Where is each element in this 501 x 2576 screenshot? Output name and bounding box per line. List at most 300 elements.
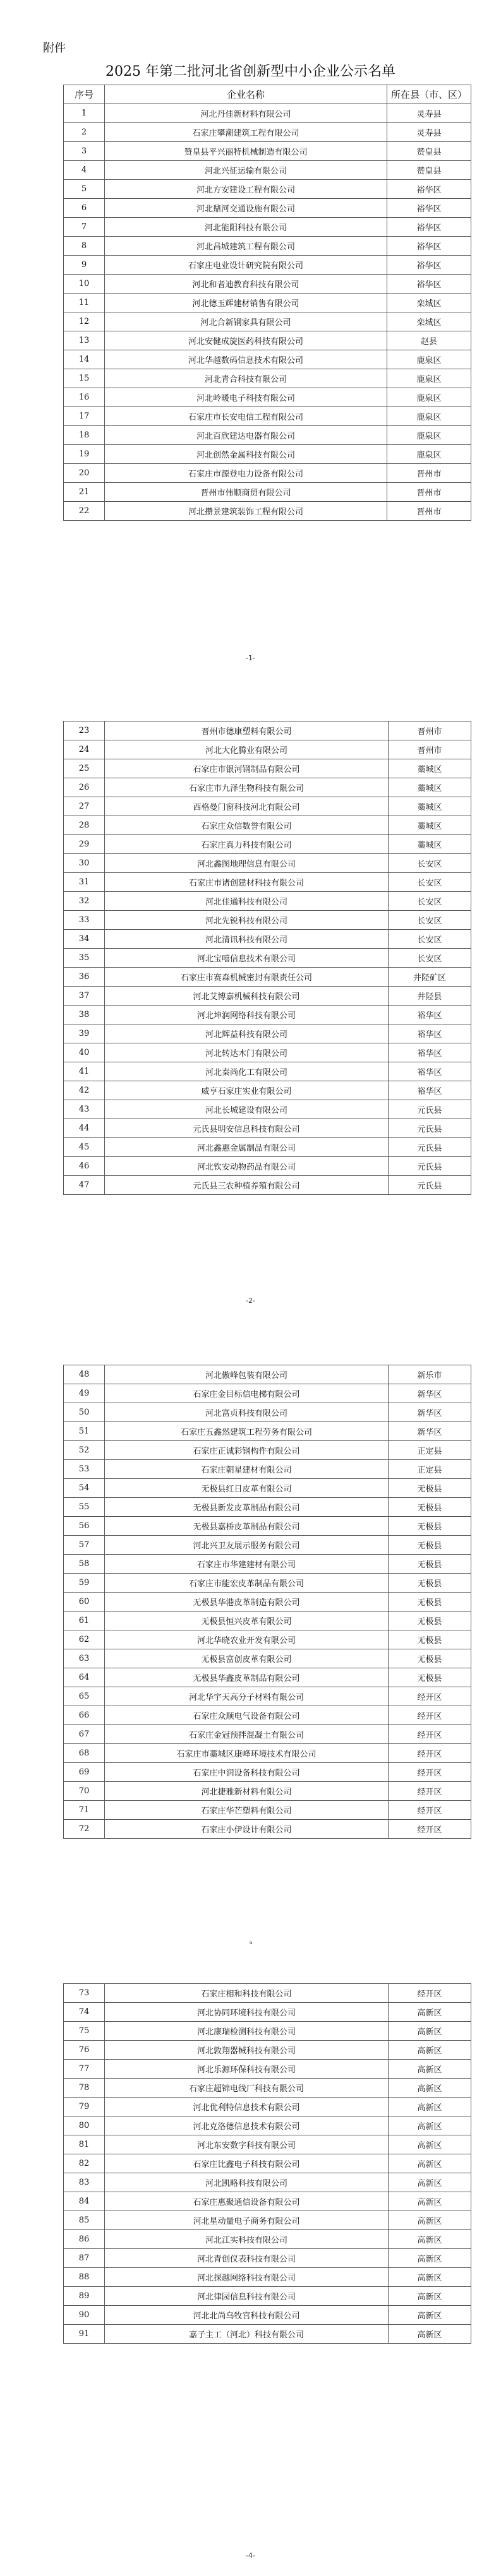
row-index: 4 [64, 161, 105, 180]
county-name: 裕华区 [389, 1024, 471, 1043]
company-name: 石家庄正诚彩钢构件有限公司 [105, 1441, 389, 1460]
row-index: 3 [64, 142, 105, 161]
company-name: 河北探越网络科技有限公司 [105, 2268, 389, 2287]
table-row [64, 142, 471, 161]
table-row [64, 1611, 471, 1630]
row-index: 54 [64, 1479, 105, 1498]
company-name: 河北能阳科技有限公司 [105, 218, 387, 237]
table-row [64, 721, 471, 740]
table-row [64, 778, 471, 797]
county-name: 新华区 [389, 1384, 471, 1403]
county-name: 鹿泉区 [387, 369, 471, 388]
table-header-row [64, 85, 471, 104]
header-county: 所在县（市、区） [387, 85, 471, 104]
table-row [64, 1176, 471, 1195]
row-index: 49 [64, 1384, 105, 1403]
table-row [64, 2154, 471, 2173]
company-name: 嘉子主工（河北）科技有限公司 [105, 2325, 389, 2344]
row-index: 22 [64, 502, 105, 521]
company-name: 石家庄华芒塑料有限公司 [105, 1801, 389, 1820]
company-name: 河北康瑞检测科技有限公司 [105, 2022, 389, 2041]
county-name: 经开区 [389, 1687, 471, 1706]
county-name: 高新区 [389, 2268, 471, 2287]
table-row [64, 331, 471, 350]
row-index: 45 [64, 1138, 105, 1157]
company-name: 河北克洛德信息技术有限公司 [105, 2116, 389, 2135]
county-name: 晋州市 [389, 721, 471, 740]
row-index: 72 [64, 1820, 105, 1839]
table-row [64, 1498, 471, 1517]
company-name: 河北兴卫友展示服务有限公司 [105, 1536, 389, 1555]
county-name: 高新区 [389, 2041, 471, 2060]
county-name: 高新区 [389, 2192, 471, 2211]
company-name: 石家庄相和科技有限公司 [105, 1984, 389, 2003]
county-name: 裕华区 [387, 218, 471, 237]
row-index: 61 [64, 1611, 105, 1630]
county-name: 高新区 [389, 2249, 471, 2268]
row-index: 13 [64, 331, 105, 350]
row-index: 83 [64, 2173, 105, 2192]
table-row [64, 1574, 471, 1593]
row-index: 34 [64, 930, 105, 949]
table-row [64, 1744, 471, 1763]
company-name: 河北百欣建达电器有限公司 [105, 426, 387, 445]
county-name: 鹿泉区 [387, 388, 471, 407]
table-row [64, 1006, 471, 1024]
document-title: 2025 年第二批河北省创新型中小企业公示名单 [106, 64, 395, 80]
company-name: 河北鼎河交通设施有限公司 [105, 199, 387, 218]
company-name: 石家庄市长安电信工程有限公司 [105, 407, 387, 426]
page-number: -4- [246, 2551, 255, 2560]
table-row [64, 1157, 471, 1176]
county-name: 井陉县 [389, 987, 471, 1006]
county-name: 裕华区 [389, 1006, 471, 1024]
table-row [64, 426, 471, 445]
county-name: 无极县 [389, 1555, 471, 1574]
row-index: 87 [64, 2249, 105, 2268]
company-name: 河北坤润网络科技有限公司 [105, 1006, 389, 1024]
table-row [64, 1536, 471, 1555]
company-name: 河北兴征运输有限公司 [105, 161, 387, 180]
county-name: 鹿泉区 [387, 426, 471, 445]
county-name: 高新区 [389, 2287, 471, 2306]
company-name: 石家庄金目标信电梯有限公司 [105, 1384, 389, 1403]
row-index: 63 [64, 1649, 105, 1668]
county-name: 元氏县 [389, 1100, 471, 1119]
row-index: 2 [64, 123, 105, 142]
row-index: 67 [64, 1725, 105, 1744]
row-index: 21 [64, 483, 105, 502]
company-name: 石家庄市赛森机械密封有限责任公司 [105, 968, 389, 987]
county-name: 裕华区 [389, 1043, 471, 1062]
row-index: 37 [64, 987, 105, 1006]
row-index: 18 [64, 426, 105, 445]
row-index: 64 [64, 1668, 105, 1687]
county-name: 新华区 [389, 1422, 471, 1441]
company-name: 河北华晓农业开发有限公司 [105, 1630, 389, 1649]
row-index: 26 [64, 778, 105, 797]
table-row [64, 388, 471, 407]
row-index: 85 [64, 2211, 105, 2230]
table-row [64, 312, 471, 331]
county-name: 无极县 [389, 1479, 471, 1498]
company-name: 河北青创仪表科技有限公司 [105, 2249, 389, 2268]
company-name: 河北秦尚化工有限公司 [105, 1062, 389, 1081]
company-name: 石家庄市华建建材有限公司 [105, 1555, 389, 1574]
company-name: 石家庄超锦电线厂科技有限公司 [105, 2079, 389, 2098]
county-name: 长安区 [389, 911, 471, 930]
company-name: 无极县红日皮革有限公司 [105, 1479, 389, 1498]
table-row [64, 1365, 471, 1384]
company-name: 河北攒景建筑装饰工程有限公司 [105, 502, 387, 521]
row-index: 5 [64, 180, 105, 199]
county-name: 高新区 [389, 2079, 471, 2098]
county-name: 正定县 [389, 1460, 471, 1479]
table-row [64, 1820, 471, 1839]
row-index: 39 [64, 1024, 105, 1043]
table-row [64, 1403, 471, 1422]
table-row [64, 104, 471, 123]
table-row [64, 1460, 471, 1479]
row-index: 1 [64, 104, 105, 123]
row-index: 44 [64, 1119, 105, 1138]
table-row [64, 740, 471, 759]
table-row [64, 369, 471, 388]
table-row [64, 2060, 471, 2079]
company-name: 元氏县明安信息科技有限公司 [105, 1119, 389, 1138]
table-row [64, 483, 471, 502]
company-name: 河北协同环境科技有限公司 [105, 2003, 389, 2022]
county-name: 灵寿县 [387, 104, 471, 123]
row-index: 36 [64, 968, 105, 987]
row-index: 16 [64, 388, 105, 407]
company-table-page-1 [63, 85, 471, 521]
table-row [64, 1119, 471, 1138]
county-name: 经开区 [389, 1782, 471, 1801]
table-row [64, 1649, 471, 1668]
county-name: 经开区 [389, 1801, 471, 1820]
row-index: 58 [64, 1555, 105, 1574]
company-name: 元氏县三农种植养殖有限公司 [105, 1176, 389, 1195]
row-index: 48 [64, 1365, 105, 1384]
company-name: 石家庄市九泽生物科技有限公司 [105, 778, 389, 797]
row-index: 91 [64, 2325, 105, 2344]
county-name: 元氏县 [389, 1119, 471, 1138]
row-index: 62 [64, 1630, 105, 1649]
row-index: 60 [64, 1593, 105, 1611]
row-index: 41 [64, 1062, 105, 1081]
table-row [64, 199, 471, 218]
table-row [64, 445, 471, 464]
table-row [64, 1100, 471, 1119]
county-name: 长安区 [389, 949, 471, 968]
company-name: 石家庄电业设计研究院有限公司 [105, 256, 387, 275]
row-index: 42 [64, 1081, 105, 1100]
company-name: 河北乐源环保科技有限公司 [105, 2060, 389, 2079]
county-name: 高新区 [389, 2154, 471, 2173]
company-name: 赞皇县平兴丽特机械制造有限公司 [105, 142, 387, 161]
page-number: -1- [246, 654, 255, 662]
table-row [64, 1024, 471, 1043]
county-name: 晋州市 [389, 740, 471, 759]
table-row [64, 2079, 471, 2098]
company-name: 河北大化腾业有限公司 [105, 740, 389, 759]
company-name: 河北华越数码信息技术有限公司 [105, 350, 387, 369]
row-index: 69 [64, 1763, 105, 1782]
county-name: 裕华区 [387, 256, 471, 275]
table-row [64, 1725, 471, 1744]
table-row [64, 218, 471, 237]
county-name: 赞皇县 [387, 142, 471, 161]
row-index: 25 [64, 759, 105, 778]
table-row [64, 350, 471, 369]
company-name: 石家庄朝星建材有限公司 [105, 1460, 389, 1479]
table-row [64, 1081, 471, 1100]
company-name: 无极县嘉桥皮革制品有限公司 [105, 1517, 389, 1536]
company-name: 石家庄市藁城区康峰环境技术有限公司 [105, 1744, 389, 1763]
county-name: 藁城区 [389, 759, 471, 778]
county-name: 藁城区 [389, 778, 471, 797]
row-index: 14 [64, 350, 105, 369]
table-row [64, 275, 471, 294]
table-row [64, 502, 471, 521]
row-index: 8 [64, 237, 105, 256]
company-name: 晋州市伟顺商贸有限公司 [105, 483, 387, 502]
row-index: 51 [64, 1422, 105, 1441]
page-number: -2- [246, 1297, 255, 1305]
table-row [64, 180, 471, 199]
company-name: 石家庄真力科技有限公司 [105, 835, 389, 854]
company-name: 石家庄市银河钢制品有限公司 [105, 759, 389, 778]
county-name: 鹿泉区 [387, 445, 471, 464]
county-name: 长安区 [389, 854, 471, 873]
county-name: 高新区 [389, 2211, 471, 2230]
row-index: 80 [64, 2116, 105, 2135]
table-row [64, 835, 471, 854]
row-index: 74 [64, 2003, 105, 2022]
table-row [64, 1138, 471, 1157]
county-name: 无极县 [389, 1593, 471, 1611]
county-name: 高新区 [389, 2230, 471, 2249]
company-name: 石家庄惠聚通信设备有限公司 [105, 2192, 389, 2211]
row-index: 59 [64, 1574, 105, 1593]
table-row [64, 256, 471, 275]
row-index: 86 [64, 2230, 105, 2249]
company-name: 河北艾博嘉机械科技有限公司 [105, 987, 389, 1006]
table-row [64, 1668, 471, 1687]
row-index: 71 [64, 1801, 105, 1820]
company-name: 河北傲峰包装有限公司 [105, 1365, 389, 1384]
row-index: 78 [64, 2079, 105, 2098]
county-name: 高新区 [389, 2003, 471, 2022]
company-name: 河北凯略科技有限公司 [105, 2173, 389, 2192]
table-row [64, 2098, 471, 2116]
company-name: 石家庄比鑫电子科技有限公司 [105, 2154, 389, 2173]
row-index: 70 [64, 1782, 105, 1801]
company-table-page-3 [63, 1365, 471, 1839]
company-name: 河北和者迪教育科技有限公司 [105, 275, 387, 294]
county-name: 裕华区 [389, 1062, 471, 1081]
company-name: 河北富贞科技有限公司 [105, 1403, 389, 1422]
row-index: 46 [64, 1157, 105, 1176]
county-name: 高新区 [389, 2135, 471, 2154]
page-2 [0, 682, 501, 1326]
table-row [64, 1984, 471, 2003]
page-4 [0, 1944, 501, 2576]
row-index: 52 [64, 1441, 105, 1460]
table-row [64, 407, 471, 426]
table-row [64, 2041, 471, 2060]
county-name: 裕华区 [389, 1081, 471, 1100]
county-name: 藁城区 [389, 835, 471, 854]
company-name: 河北优利特信息技术有限公司 [105, 2098, 389, 2116]
row-index: 73 [64, 1984, 105, 2003]
table-row [64, 1441, 471, 1460]
row-index: 55 [64, 1498, 105, 1517]
row-index: 15 [64, 369, 105, 388]
row-index: 56 [64, 1517, 105, 1536]
table-row [64, 1630, 471, 1649]
county-name: 晋州市 [387, 502, 471, 521]
county-name: 元氏县 [389, 1138, 471, 1157]
county-name: 高新区 [389, 2325, 471, 2344]
county-name: 经开区 [389, 1744, 471, 1763]
table-row [64, 2230, 471, 2249]
table-row [64, 2022, 471, 2041]
company-name: 河北方安建设工程有限公司 [105, 180, 387, 199]
row-index: 31 [64, 873, 105, 892]
table-row [64, 949, 471, 968]
company-name: 无极县恒兴皮革有限公司 [105, 1611, 389, 1630]
company-name: 石家庄小伊设计有限公司 [105, 1820, 389, 1839]
county-name: 裕华区 [387, 199, 471, 218]
table-row [64, 892, 471, 911]
row-index: 27 [64, 797, 105, 816]
company-name: 河北律园信息科技有限公司 [105, 2287, 389, 2306]
county-name: 新乐市 [389, 1365, 471, 1384]
table-row [64, 1782, 471, 1801]
table-row [64, 2306, 471, 2325]
row-index: 65 [64, 1687, 105, 1706]
row-index: 35 [64, 949, 105, 968]
row-index: 53 [64, 1460, 105, 1479]
company-name: 河北岭暖电子科技有限公司 [105, 388, 387, 407]
company-name: 河北转达木门有限公司 [105, 1043, 389, 1062]
table-row [64, 987, 471, 1006]
row-index: 9 [64, 256, 105, 275]
county-name: 高新区 [389, 2116, 471, 2135]
table-row [64, 873, 471, 892]
table-row [64, 1517, 471, 1536]
table-row [64, 854, 471, 873]
table-row [64, 237, 471, 256]
table-row [64, 1043, 471, 1062]
company-name: 河北昌城建筑工程有限公司 [105, 237, 387, 256]
county-name: 经开区 [389, 1763, 471, 1782]
county-name: 藁城区 [389, 797, 471, 816]
table-row [64, 911, 471, 930]
company-name: 河北合新钢家具有限公司 [105, 312, 387, 331]
table-row [64, 1593, 471, 1611]
table-row [64, 464, 471, 483]
county-name: 栾城区 [387, 294, 471, 312]
county-name: 无极县 [389, 1630, 471, 1649]
company-name: 河北丹佳新材料有限公司 [105, 104, 387, 123]
company-name: 石家庄市诸创建材科技有限公司 [105, 873, 389, 892]
county-name: 井陉矿区 [389, 968, 471, 987]
table-row [64, 1763, 471, 1782]
table-row [64, 161, 471, 180]
row-index: 76 [64, 2041, 105, 2060]
row-index: 24 [64, 740, 105, 759]
county-name: 经开区 [389, 1706, 471, 1725]
county-name: 正定县 [389, 1441, 471, 1460]
row-index: 88 [64, 2268, 105, 2287]
county-name: 藁城区 [389, 816, 471, 835]
row-index: 82 [64, 2154, 105, 2173]
table-row [64, 2173, 471, 2192]
row-index: 33 [64, 911, 105, 930]
company-name: 河北鑫图地理信息有限公司 [105, 854, 389, 873]
county-name: 无极县 [389, 1611, 471, 1630]
company-name: 河北东安数字科技有限公司 [105, 2135, 389, 2154]
row-index: 68 [64, 1744, 105, 1763]
row-index: 30 [64, 854, 105, 873]
table-row [64, 1706, 471, 1725]
company-name: 河北华宇天高分子材料有限公司 [105, 1687, 389, 1706]
company-name: 河北德玉辉建材销售有限公司 [105, 294, 387, 312]
row-index: 81 [64, 2135, 105, 2154]
county-name: 经开区 [389, 1725, 471, 1744]
county-name: 晋州市 [387, 483, 471, 502]
company-name: 河北佳通科技有限公司 [105, 892, 389, 911]
county-name: 新华区 [389, 1403, 471, 1422]
company-name: 河北钦安动物药品有限公司 [105, 1157, 389, 1176]
company-name: 晋州市德康塑料有限公司 [105, 721, 389, 740]
company-name: 无极县华鑫皮革制品有限公司 [105, 1668, 389, 1687]
row-index: 66 [64, 1706, 105, 1725]
table-row [64, 1555, 471, 1574]
company-name: 西格曼门窗科技河北有限公司 [105, 797, 389, 816]
county-name: 无极县 [389, 1498, 471, 1517]
table-row [64, 1384, 471, 1403]
header-index: 序号 [64, 85, 105, 104]
county-name: 无极县 [389, 1574, 471, 1593]
company-name: 河北捷雅新材料有限公司 [105, 1782, 389, 1801]
company-name: 河北北尚乌牧宫科技有限公司 [105, 2306, 389, 2325]
company-name: 河北江实科技有限公司 [105, 2230, 389, 2249]
table-row [64, 2325, 471, 2344]
table-row [64, 759, 471, 778]
company-name: 石家庄众信数誉有限公司 [105, 816, 389, 835]
table-row [64, 294, 471, 312]
company-name: 无极县富创皮革有限公司 [105, 1649, 389, 1668]
page-1 [0, 0, 501, 682]
company-name: 石家庄众顺电气设备有限公司 [105, 1706, 389, 1725]
table-row [64, 816, 471, 835]
county-name: 裕华区 [387, 237, 471, 256]
table-row [64, 123, 471, 142]
row-index: 47 [64, 1176, 105, 1195]
company-name: 河北创然金属科技有限公司 [105, 445, 387, 464]
company-name: 石家庄金冠预拌混凝土有限公司 [105, 1725, 389, 1744]
county-name: 经开区 [389, 1984, 471, 2003]
table-row [64, 930, 471, 949]
table-row [64, 2287, 471, 2306]
company-name: 石家庄五鑫然建筑工程劳务有限公司 [105, 1422, 389, 1441]
company-name: 威亨石家庄实业有限公司 [105, 1081, 389, 1100]
row-index: 23 [64, 721, 105, 740]
